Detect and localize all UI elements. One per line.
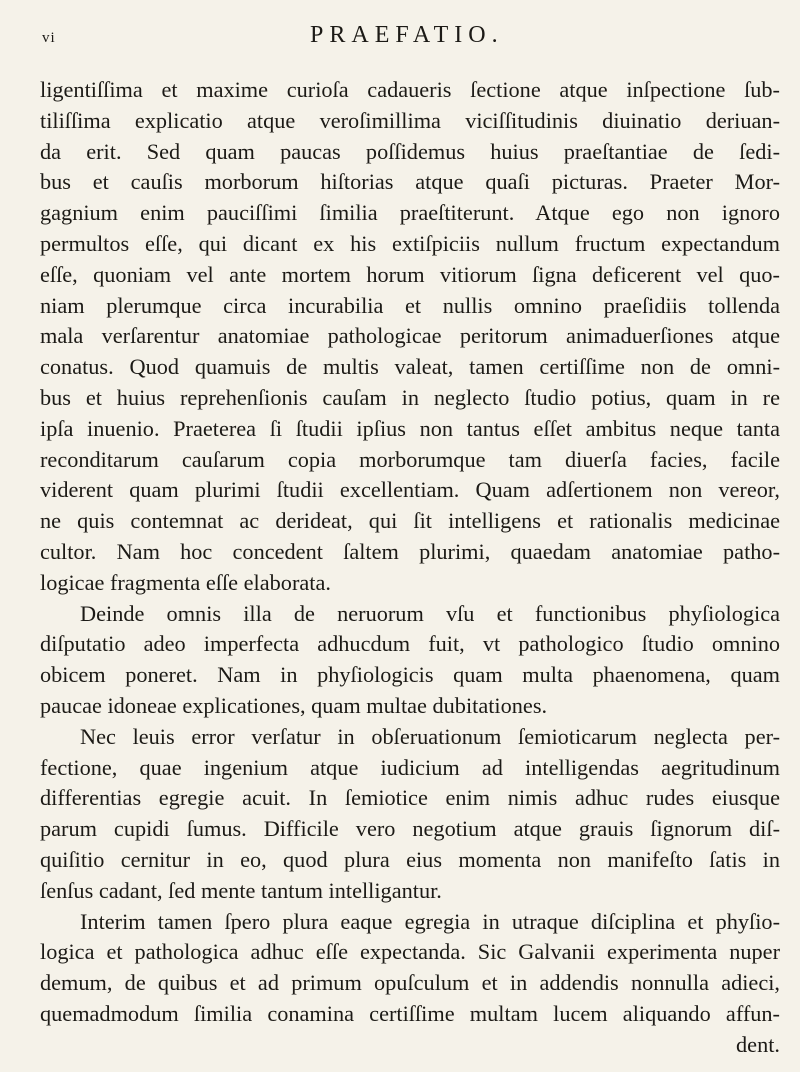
text-line: viderent quam plurimi ſtudii excellentiam. Quam adſertionem non vereor, — [40, 477, 780, 503]
paragraph-first-line: Deinde omnis illa de neruorum vſu et functionibus phyſiologica — [80, 600, 780, 626]
paragraph-first-line: Interim tamen ſpero plura eaque egregia in utraque diſciplina et phyſio- — [80, 908, 780, 934]
paragraph-end-line: dent. — [736, 1031, 780, 1057]
text-line: cultor. Nam hoc concedent ſaltem plurimi, quaedam anatomiae patho- — [40, 538, 780, 564]
body-text — [40, 75, 780, 1061]
paragraph-end-line: logicae fragmenta eſſe elaborata. — [40, 569, 331, 595]
text-line: diſputatio adeo imperfecta adhucdum fuit, vt pathologico ſtudio omnino — [40, 631, 780, 657]
text-line: conatus. Quod quamuis de multis valeat, tamen certiſſime non de omni- — [40, 354, 780, 380]
text-line: quemadmodum ſimilia conamina certiſſime multam lucem aliquando affun- — [40, 1000, 780, 1026]
text-line: ligentiſſima et maxime curioſa cadaueris ſectione atque inſpectione ſub- — [40, 77, 780, 102]
text-line: tiliſſima explicatio atque veroſimillima viciſſitudinis diuinatio deriuan- — [40, 107, 780, 133]
paragraph-first-line: Nec leuis error verſatur in obſeruationum ſemioticarum neglecta per- — [80, 723, 780, 749]
text-line: mala verſarentur anatomiae pathologicae peritorum animaduerſiones atque — [40, 323, 780, 349]
paragraph-end-line: paucae idoneae explicationes, quam multae dubitationes. — [40, 692, 548, 718]
page-number: vi — [42, 30, 56, 46]
paragraph-end-line: ſenſus cadant, ſed mente tantum intelligantur. — [40, 877, 442, 903]
text-line: parum cupidi ſumus. Difficile vero negotium atque grauis ſignorum diſ- — [40, 816, 780, 842]
running-title: PRAEFATIO. — [310, 22, 504, 48]
text-line: differentias egregie acuit. In ſemiotice enim nimis adhuc rudes eiusque — [40, 785, 780, 811]
text-line: gagnium enim pauciſſimi ſimilia praeſtiterunt. Atque ego non ignoro — [40, 200, 780, 226]
text-line: quiſitio cernitur in eo, quod plura eius momenta non manifeſto ſatis in — [40, 846, 780, 872]
text-line: fectione, quae ingenium atque iudicium ad intelligendas aegritudinum — [40, 754, 780, 780]
text-line: bus et huius reprehenſionis cauſam in neglecto ſtudio potius, quam in re — [40, 384, 780, 410]
text-line: obicem poneret. Nam in phyſiologicis quam multa phaenomena, quam — [40, 662, 780, 688]
text-line: eſſe, quoniam vel ante mortem horum vitiorum ſigna deficerent vel quo- — [40, 261, 780, 287]
text-line: bus et cauſis morborum hiſtorias atque quaſi picturas. Praeter Mor- — [40, 169, 780, 195]
text-line: demum, de quibus et ad primum opuſculum et in addendis nonnulla adieci, — [40, 970, 780, 996]
text-line: niam plerumque circa incurabilia et nullis omnino praeſidiis tollenda — [40, 292, 780, 318]
text-line: logica et pathologica adhuc eſſe expectanda. Sic Galvanii experimenta nuper — [40, 939, 780, 965]
text-line: permultos eſſe, qui dicant ex his extiſpiciis nullum fructum expectandum — [40, 230, 780, 256]
text-line: da erit. Sed quam paucas poſſidemus huius praeſtantiae de ſedi- — [40, 138, 780, 164]
text-line: reconditarum cauſarum copia morborumque tam diuerſa facies, facile — [40, 446, 780, 472]
page-header — [0, 22, 800, 54]
text-line: ne quis contemnat ac derideat, qui ſit intelligens et rationalis medicinae — [40, 508, 780, 534]
text-line: ipſa inuenio. Praeterea ſi ſtudii ipſius non tantus eſſet ambitus neque tanta — [40, 415, 780, 441]
